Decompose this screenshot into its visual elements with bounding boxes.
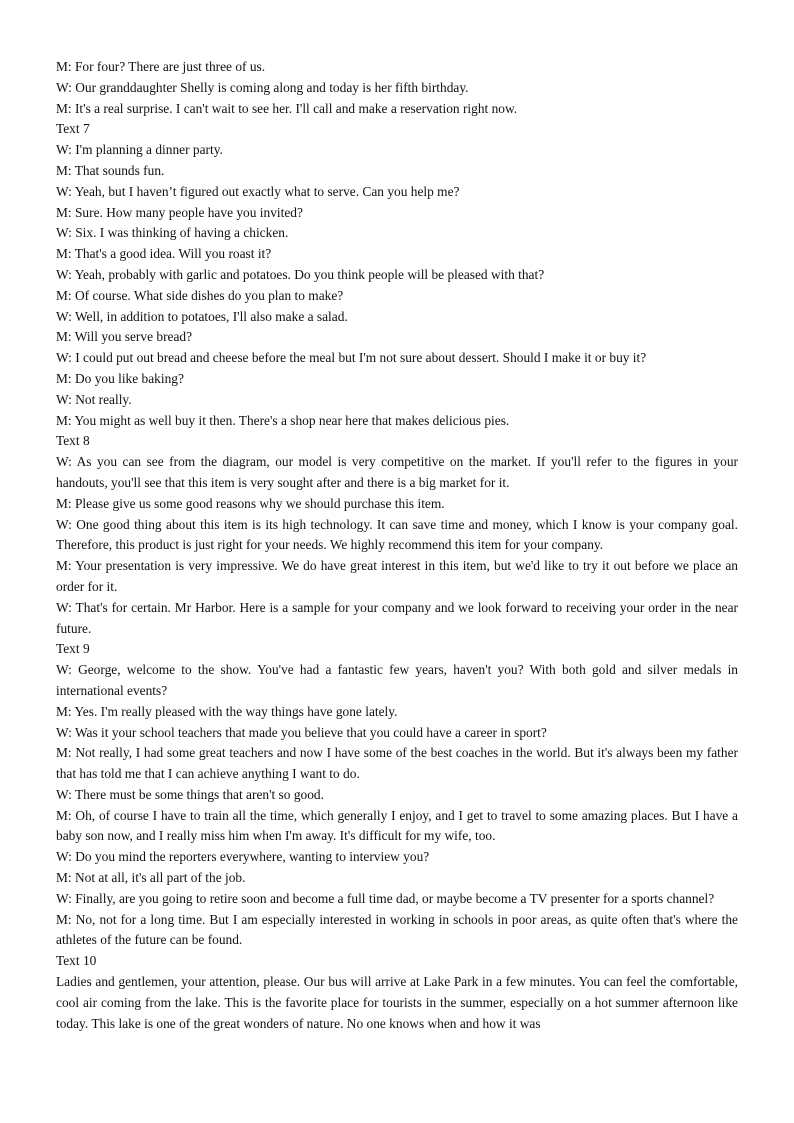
section-heading-text-7: Text 7 (56, 121, 90, 137)
dialogue-line: W: There must be some things that aren't so good. (56, 786, 324, 802)
dialogue-line: M: Oh, of course I have to train all the time, which generally I enjoy, and I get to travel to some amazing places. But I have a baby son now, and I really miss him when I'm away. It's difficult for my wife, too. (56, 807, 738, 844)
section-heading-text-9: Text 9 (56, 641, 90, 657)
section-heading-text-8: Text 8 (56, 433, 90, 449)
dialogue-line: W: Well, in addition to potatoes, I'll also make a salad. (56, 308, 348, 324)
dialogue-line: W: That's for certain. Mr Harbor. Here is a sample for your company and we look forward to receiving your order in the near future. (56, 599, 738, 636)
dialogue-line: M: Not really, I had some great teachers and now I have some of the best coaches in the world. But it's always been my father that has told me that I can achieve anything I want to do. (56, 745, 738, 782)
dialogue-line: M: That sounds fun. (56, 162, 165, 178)
dialogue-line: M: It's a real surprise. I can't wait to see her. I'll call and make a reservation right now. (56, 100, 518, 116)
narration-paragraph: Ladies and gentlemen, your attention, please. Our bus will arrive at Lake Park in a few minutes. You can feel the comfortable, cool air coming from the lake. This is the favorite place for tourists in the summer, especially on a hot summer afternoon like today. This lake is one of the great wonders of nature. No one knows when and how it was (56, 974, 738, 1031)
document-page (56, 57, 738, 1034)
dialogue-line: W: Our granddaughter Shelly is coming along and today is her fifth birthday. (56, 79, 469, 95)
dialogue-line: W: Not really. (56, 391, 132, 407)
dialogue-line: M: For four? There are just three of us. (56, 59, 266, 74)
dialogue-line: M: No, not for a long time. But I am especially interested in working in schools in poor areas, as quite often that's where the athletes of the future can be found. (56, 911, 738, 948)
dialogue-line: M: Do you like baking? (56, 370, 184, 386)
dialogue-line: W: Yeah, but I haven’t figured out exactly what to serve. Can you help me? (56, 183, 460, 199)
dialogue-line: W: As you can see from the diagram, our model is very competitive on the market. If you'll refer to the figures in your handouts, you'll see that this item is very sought after and there is a big market for it. (56, 454, 738, 490)
dialogue-line: M: Your presentation is very impressive. We do have great interest in this item, but we'd like to try it out before we place an order for it. (56, 558, 738, 594)
dialogue-line: M: Please give us some good reasons why we should purchase this item. (56, 495, 445, 511)
dialogue-line: M: Of course. What side dishes do you plan to make? (56, 287, 344, 303)
dialogue-line: M: You might as well buy it then. There's a shop near here that makes delicious pies. (56, 412, 510, 428)
dialogue-line: M: That's a good idea. Will you roast it? (56, 246, 272, 262)
dialogue-line: W: Finally, are you going to retire soon and become a full time dad, or maybe become a TV presenter for a sports channel? (56, 890, 715, 906)
dialogue-line: W: Was it your school teachers that made you believe that you could have a career in sport? (56, 724, 547, 740)
dialogue-line: W: George, welcome to the show. You've had a fantastic few years, haven't you? With both gold and silver medals in international events? (56, 662, 738, 698)
dialogue-line: W: Do you mind the reporters everywhere, wanting to interview you? (56, 849, 430, 865)
dialogue-line: M: Yes. I'm really pleased with the way things have gone lately. (56, 703, 398, 719)
dialogue-line: M: Sure. How many people have you invited? (56, 204, 303, 220)
dialogue-line: M: Not at all, it's all part of the job. (56, 870, 246, 886)
dialogue-line: W: Six. I was thinking of having a chicken. (56, 225, 289, 241)
dialogue-line: W: I could put out bread and cheese before the meal but I'm not sure about dessert. Should I make it or buy it? (56, 350, 647, 366)
dialogue-line: W: Yeah, probably with garlic and potatoes. Do you think people will be pleased with that? (56, 266, 545, 282)
dialogue-line: W: I'm planning a dinner party. (56, 142, 223, 158)
dialogue-line: W: One good thing about this item is its high technology. It can save time and money, which I know is your company goal. Therefore, this product is just right for your needs. We highly recommend this item for your company. (56, 516, 738, 553)
section-heading-text-10: Text 10 (56, 953, 97, 969)
dialogue-line: M: Will you serve bread? (56, 329, 193, 345)
